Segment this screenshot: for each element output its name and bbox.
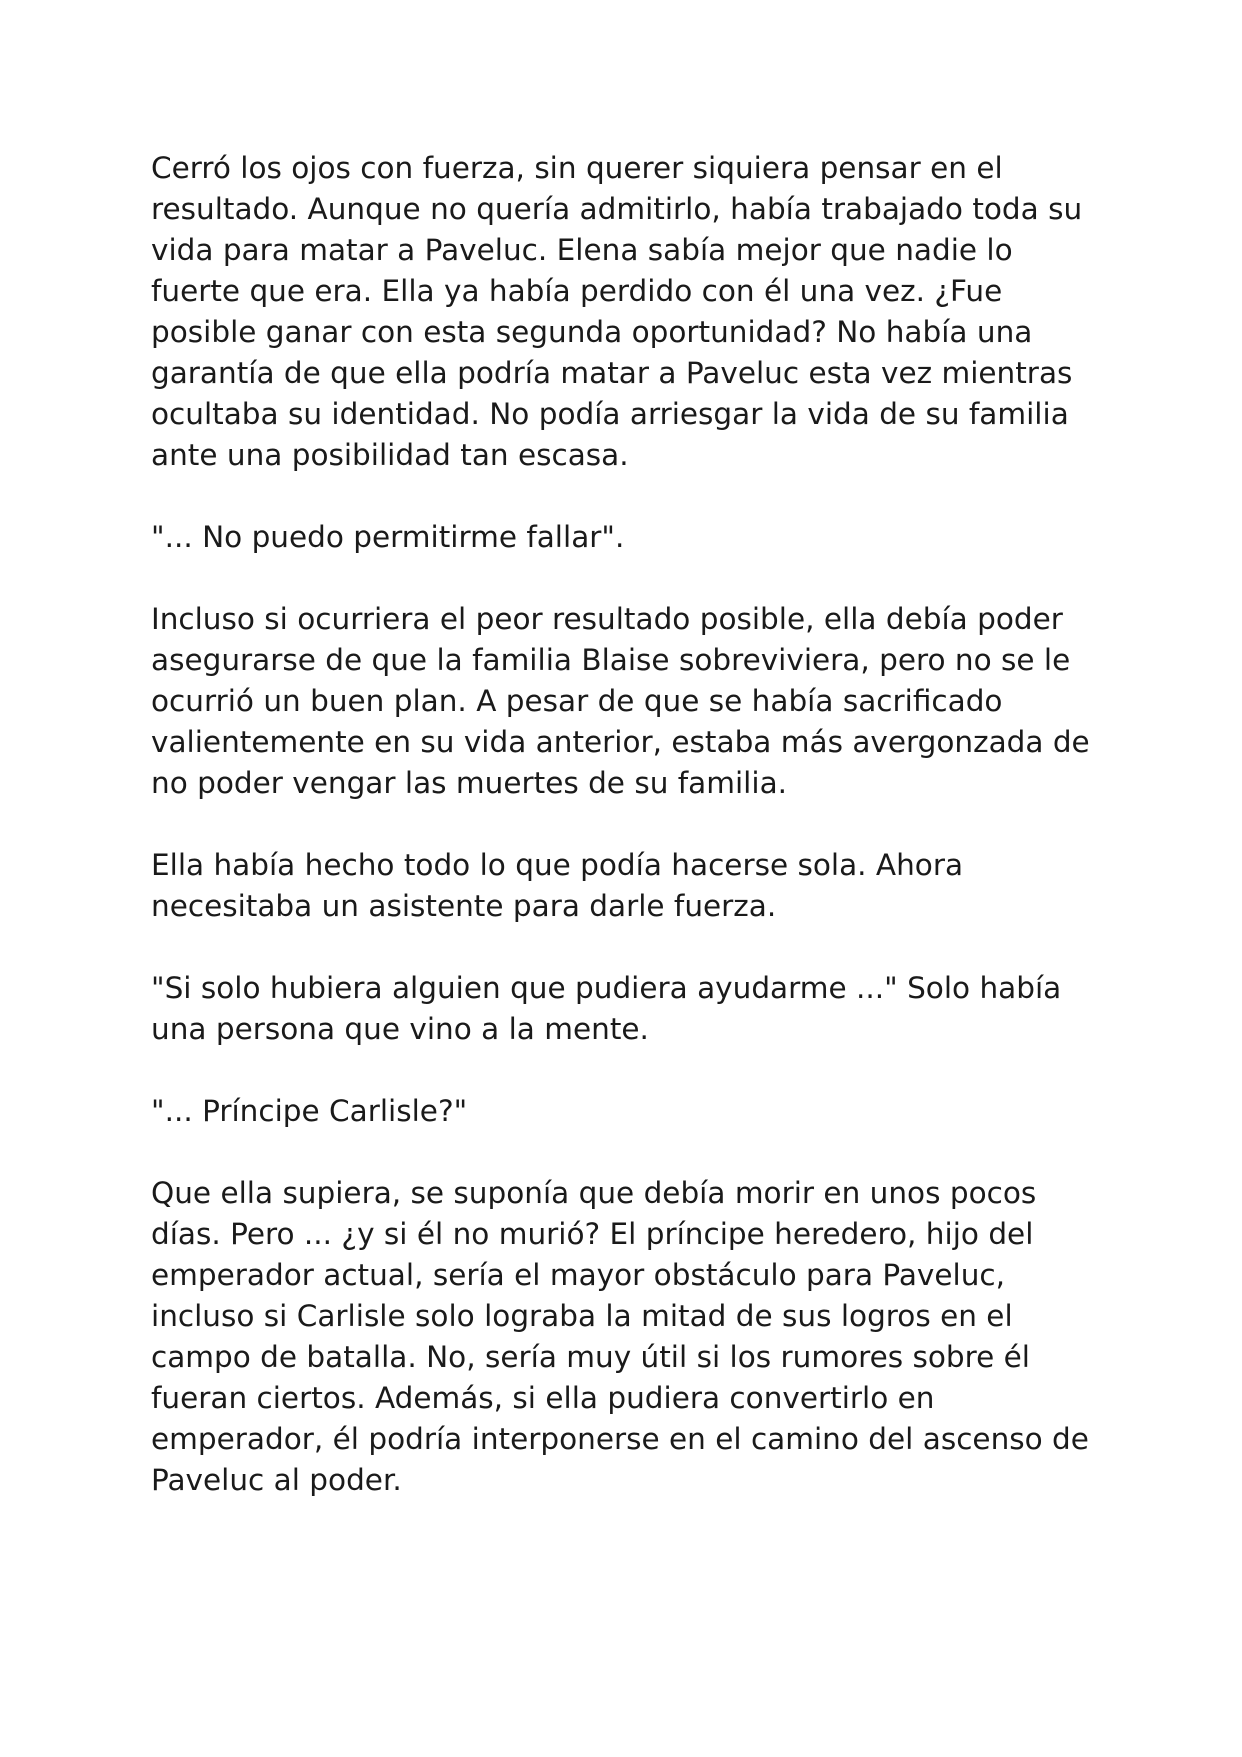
paragraph-1: Cerró los ojos con fuerza, sin querer siquiera pensar en el resultado. Aunque no quería admitirlo, había trabajado toda su vida para matar a Paveluc. Elena sabía mejor que nadie lo fuerte que era. Ella ya había perdido con él una vez. ¿Fue posible ganar con esta segunda oportunidad? No había una garantía de que ella podría matar a Paveluc esta vez mientras ocultaba su identidad. No podía arriesgar la vida de su familia ante una posibilidad tan escasa. <box>151 151 1083 472</box>
paragraph-6: "... Príncipe Carlisle?" <box>151 1094 468 1128</box>
paragraph-7: Que ella supiera, se suponía que debía morir en unos pocos días. Pero ... ¿y si él no murió? El príncipe heredero, hijo del emperador actual, sería el mayor obstáculo para Paveluc, incluso si Carlisle solo lograba la mitad de sus logros en el campo de batalla. No, sería muy útil si los rumores sobre él fueran ciertos. Además, si ella pudiera convertirlo en emperador, él podría interponerse en el camino del ascenso de Paveluc al poder. <box>151 1176 1089 1497</box>
paragraph-4: Ella había hecho todo lo que podía hacerse sola. Ahora necesitaba un asistente para darle fuerza. <box>151 848 964 923</box>
paragraph-2: "... No puedo permitirme fallar". <box>151 520 625 554</box>
document-body <box>151 148 1111 1501</box>
paragraph-5: "Si solo hubiera alguien que pudiera ayudarme ..." Solo había una persona que vino a la mente. <box>151 971 1062 1046</box>
paragraph-3: Incluso si ocurriera el peor resultado posible, ella debía poder asegurarse de que la familia Blaise sobreviviera, pero no se le ocurrió un buen plan. A pesar de que se había sacrificado valientemente en su vida anterior, estaba más avergonzada de no poder vengar las muertes de su familia. <box>151 602 1090 800</box>
